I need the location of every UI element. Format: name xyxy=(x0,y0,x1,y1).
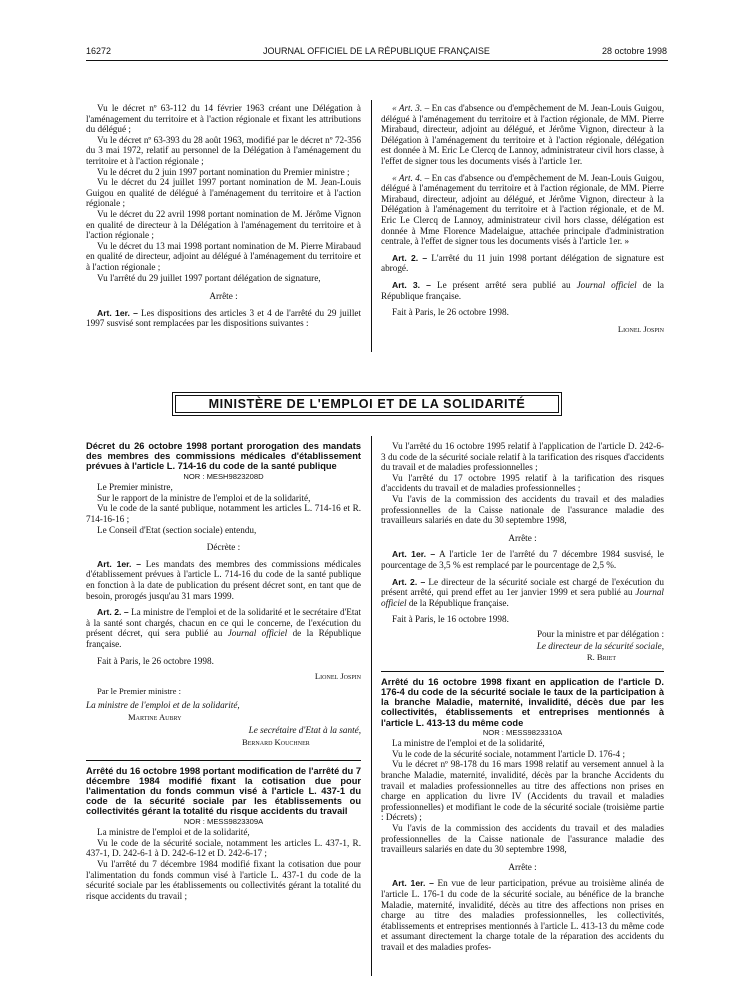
column-divider xyxy=(371,436,372,976)
bottom-right-column xyxy=(381,441,664,953)
minister-name: Martine Aubry xyxy=(128,711,182,722)
journal-officiel: Journal officiel xyxy=(576,279,637,290)
visa-paragraph: Vu l'avis de la commission des accidents du travail et des maladies professionnelles de la Caisse nationale de l'assurance maladie des travailleurs salariés en date du 30 septembre 1998, xyxy=(381,493,664,526)
top-right-column xyxy=(381,103,664,334)
arrete-article-1 xyxy=(381,878,664,952)
article-label: Art. 1er. – xyxy=(97,558,142,569)
decree-intro: Vu le code de la santé publique, notamment les articles L. 714-16 et R. 714-16-16 ; xyxy=(86,503,361,524)
visa-paragraph: Vu l'arrêté du 16 octobre 1995 relatif à l'application de l'article D. 242-6-3 du code de la sécurité sociale relatif à la tarification des risques d'accidents du travail et de maladies professionnelles ; xyxy=(381,441,664,473)
director-name: R. Briet xyxy=(586,652,616,663)
article-label: Art. 2. – xyxy=(392,252,428,263)
top-left-column xyxy=(86,103,361,329)
block-separator xyxy=(86,760,361,761)
journal-title: JOURNAL OFFICIEL DE LA RÉPUBLIQUE FRANÇAISE xyxy=(263,46,490,56)
decree-article-1 xyxy=(86,559,361,601)
secretary-name: Bernard Kouchner xyxy=(242,737,310,748)
issue-date: 28 octobre 1998 xyxy=(601,46,667,56)
visa-paragraph: Vu le décret du 2 juin 1997 portant nomination du Premier ministre ; xyxy=(97,166,350,177)
article-3 xyxy=(381,103,664,167)
article-text: En vue de leur participation, prévue au troisième alinéa de l'article L. 176-1 du code de la sécurité sociale, au bénéfice de la branche Maladie, maternité, invalidité, décès au titre des affections non prises en charge au titre des maladies professionnelles, les collectivités, établissements et entreprises mentionnés à l'article L. 413-13 du même code et assumant directement la charge totale de la réparation des accidents du travail et des maladies profes- xyxy=(381,878,665,952)
article-2 xyxy=(381,253,664,274)
signature: Lionel Jospin xyxy=(314,671,361,682)
arrete-heading: Arrête : xyxy=(209,291,238,302)
article-3-publication: Art. 3. – Le présent arrêté sera publié au Journal officiel de la République française. xyxy=(381,279,664,301)
visa-paragraph: La ministre de l'emploi et de la solidarité, xyxy=(97,827,250,838)
article-label: « Art. 4. – xyxy=(392,172,430,183)
article-text: L'arrêté du 11 juin 1998 portant délégation de signature est abrogé. xyxy=(381,252,664,274)
nor-reference: NOR : MESS9823309A xyxy=(183,816,264,826)
article-label: « Art. 3. – xyxy=(392,103,430,113)
article-label: Art. 3. – xyxy=(392,279,431,290)
arrete-heading: Arrête : xyxy=(508,532,537,543)
column-divider xyxy=(371,100,372,352)
visa-paragraph: La ministre de l'emploi et de la solidarité, xyxy=(392,738,545,749)
header-rule xyxy=(86,60,668,61)
decree-article-2: Art. 2. – La ministre de l'emploi et de la solidarité et le secrétaire d'Etat à la santé sont chargés, chacun en ce qui le concerne, de l'exécution du présent décret, qui sera publié au Journal officiel de la République française. xyxy=(86,607,362,649)
visa-paragraph: Vu l'arrêté du 29 juillet 1997 portant délégation de signature, xyxy=(97,272,321,283)
decree-intro: Le Premier ministre, xyxy=(97,482,173,493)
fait-a-paris: Fait à Paris, le 26 octobre 1998. xyxy=(97,655,214,666)
visa-paragraph: Vu le code de la sécurité sociale, notamment les articles L. 437-1, R. 437-1, D. 242-6-1 à D. 242-6-12 et D. 242-6-17 ; xyxy=(86,837,361,859)
visa-paragraph: Vu l'arrêté du 17 octobre 1995 relatif à la tarification des risques d'accidents du travail et de maladies professionnelles ; xyxy=(381,472,664,494)
signature: Lionel Jospin xyxy=(617,323,664,334)
arrete-title: Arrêté du 16 octobre 1998 fixant en application de l'article D. 176-4 du code de la sécurité sociale le taux de la participation à la branche Maladie, maternité, invalidité, décès due par les collectivités, établissements et entreprises mentionnés à l'article L. 413-13 du même code xyxy=(381,676,664,728)
bottom-left-column xyxy=(86,441,361,901)
nor-reference: NOR : MESS9823310A xyxy=(482,727,563,737)
visa-paragraph: Vu le décret du 22 avril 1998 portant nomination de M. Jérôme Vignon en qualité de directeur à la Délégation à l'aménagement du territoire et à l'action régionale ; xyxy=(86,208,361,241)
article-1 xyxy=(86,308,361,329)
article-label: Art. 1er. – xyxy=(392,878,434,889)
article-label: Art. 2. – xyxy=(392,576,426,587)
decree-intro: Sur le rapport de la ministre de l'emploi et de la solidarité, xyxy=(97,492,311,503)
visa-paragraph: Vu le décret nº 63-393 du 28 août 1963, modifié par le décret nº 72-356 du 3 mai 1972, relatif au personnel de la Délégation à l'aménagement du territoire et à l'action régionale ; xyxy=(86,134,361,166)
director-title: Le directeur de la sécurité sociale, xyxy=(536,640,664,651)
article-label: Art. 2. – xyxy=(97,607,129,618)
article-label: Art. 1er. – xyxy=(97,307,138,318)
ministry-banner: MINISTÈRE DE L'EMPLOI ET DE LA SOLIDARITÉ xyxy=(172,392,562,416)
visa-paragraph: Vu le code de la sécurité sociale, notamment l'article D. 176-4 ; xyxy=(392,748,626,759)
visa-paragraph: Vu le décret nº 63-112 du 14 février 1963 créant une Délégation à l'aménagement du territoire et à l'action régionale et fixant les attributions du délégué ; xyxy=(86,103,361,135)
article-text: A l'article 1er de l'arrêté du 7 décembre 1984 susvisé, le pourcentage de 3,5 % est remplacé par le pourcentage de 2,5 %. xyxy=(381,549,664,570)
visa-paragraph: Vu le décret nº 98-178 du 16 mars 1998 relatif au versement annuel à la branche Maladie, maternité, invalidité, décès par la branche Accidents du travail et maladies professionnelles au titre des affections non prises en charge en application du livre IV (Accidents du travail et maladies professionnelles) et modifiant le code de la sécurité sociale (troisième partie : Décrets) ; xyxy=(381,759,664,823)
visa-paragraph: Vu le décret du 24 juillet 1997 portant nomination de M. Jean-Louis Guigou en qualité de délégué à l'aménagement du territoire et à l'action régionale ; xyxy=(86,177,361,209)
article-text: En cas d'absence ou d'empêchement de M. Jean-Louis Guigou, délégué à l'aménagement du territoire et à l'action régionale, de MM. Pierre Mirabaud, directeur, adjoint au délégué, et Jérôme Vignon, directeur à la Délégation à l'aménagement du territoire et à l'action régionale, et de M. Eric Le Clercq de Lannoy, administrateur civil hors classe, délégation est donnée à Mme Florence Madelaigue, attachée principale d'administration centrale, à l'effet de signer tous les documents visés à l'article 1er. » xyxy=(381,172,664,247)
secretary-title: Le secrétaire d'Etat à la santé, xyxy=(248,725,361,736)
arrete-title: Arrêté du 16 octobre 1998 portant modification de l'arrêté du 7 décembre 1984 modifié fixant la cotisation due pour l'alimentation du fonds commun visé à l'article L. 437-1 du code de la sécurité sociale par les établissements ou collectivités gérant la totalité du risque accidents du travail xyxy=(86,765,361,817)
decree-intro: Le Conseil d'Etat (section sociale) entendu, xyxy=(97,524,257,535)
nor-reference: NOR : MESH9823208D xyxy=(183,471,264,481)
journal-officiel: Journal officiel xyxy=(227,628,288,639)
arrete-heading: Arrête : xyxy=(508,861,537,872)
pour-la-ministre: Pour la ministre et par délégation : xyxy=(536,628,664,639)
visa-paragraph: Vu l'avis de la commission des accidents du travail et des maladies professionnelles de la Caisse nationale de l'assurance maladie des travailleurs salariés en date du 30 septembre 1998, xyxy=(381,823,664,855)
article-text: Les mandats des membres des commissions médicales d'établissement prévues à l'article L. 714-16 du code de la santé publique en fonction à la date de publication du présent décret sont, en tant que de besoin, prorogés jusqu'au 31 mars 1999. xyxy=(86,558,361,601)
page-number: 16272 xyxy=(86,46,112,56)
article-text: En cas d'absence ou d'empêchement de M. Jean-Louis Guigou, délégué à l'aménagement du territoire et à l'action régionale, de MM. Pierre Mirabaud, directeur, adjoint au délégué, et Jérôme Vignon, directeur à la Délégation à l'aménagement du territoire et à l'action régionale, délégation est donnée à M. Eric Le Clercq de Lannoy, administrateur civil hors classe, à l'effet de signer tous les documents visés à l'article 1er. xyxy=(381,103,664,166)
article-text: Les dispositions des articles 3 et 4 de l'arrêté du 29 juillet 1997 susvisé sont remplacées par les dispositions suivantes : xyxy=(86,307,361,329)
arrete-article-1 xyxy=(381,549,664,570)
block-separator xyxy=(381,671,664,672)
minister-title: La ministre de l'emploi et de la solidarité, xyxy=(86,700,240,711)
decrete-heading: Décrète : xyxy=(206,542,241,553)
arrete-article-2: Art. 2. – Le directeur de la sécurité sociale est chargé de l'exécution du présent arrêté, qui prend effet au 1er janvier 1999 et sera publié au Journal officiel de la République française. xyxy=(381,576,664,608)
fait-a-paris: Fait à Paris, le 26 octobre 1998. xyxy=(392,307,509,318)
visa-paragraph: Vu le décret du 13 mai 1998 portant nomination de M. Pierre Mirabaud en qualité de directeur, adjoint au délégué à l'aménagement du territoire et à l'action régionale ; xyxy=(86,240,361,272)
par-le-premier-ministre: Par le Premier ministre : xyxy=(97,685,182,696)
visa-paragraph: Vu l'arrêté du 7 décembre 1984 modifié fixant la cotisation due pour l'alimentation du fonds commun visé à l'article L. 437-1 du code de la sécurité sociale par les établissements ou collectivités gérant la totalité du risque accidents du travail ; xyxy=(86,859,361,901)
fait-a-paris: Fait à Paris, le 16 octobre 1998. xyxy=(392,614,509,625)
journal-officiel: Journal officiel xyxy=(381,587,664,608)
article-label: Art. 1er. – xyxy=(392,549,436,560)
decree-title: Décret du 26 octobre 1998 portant prorogation des mandats des membres des commissions médicales d'établissement prévues à l'article L. 714-16 du code de la santé publique xyxy=(86,441,361,472)
article-4 xyxy=(381,173,664,247)
